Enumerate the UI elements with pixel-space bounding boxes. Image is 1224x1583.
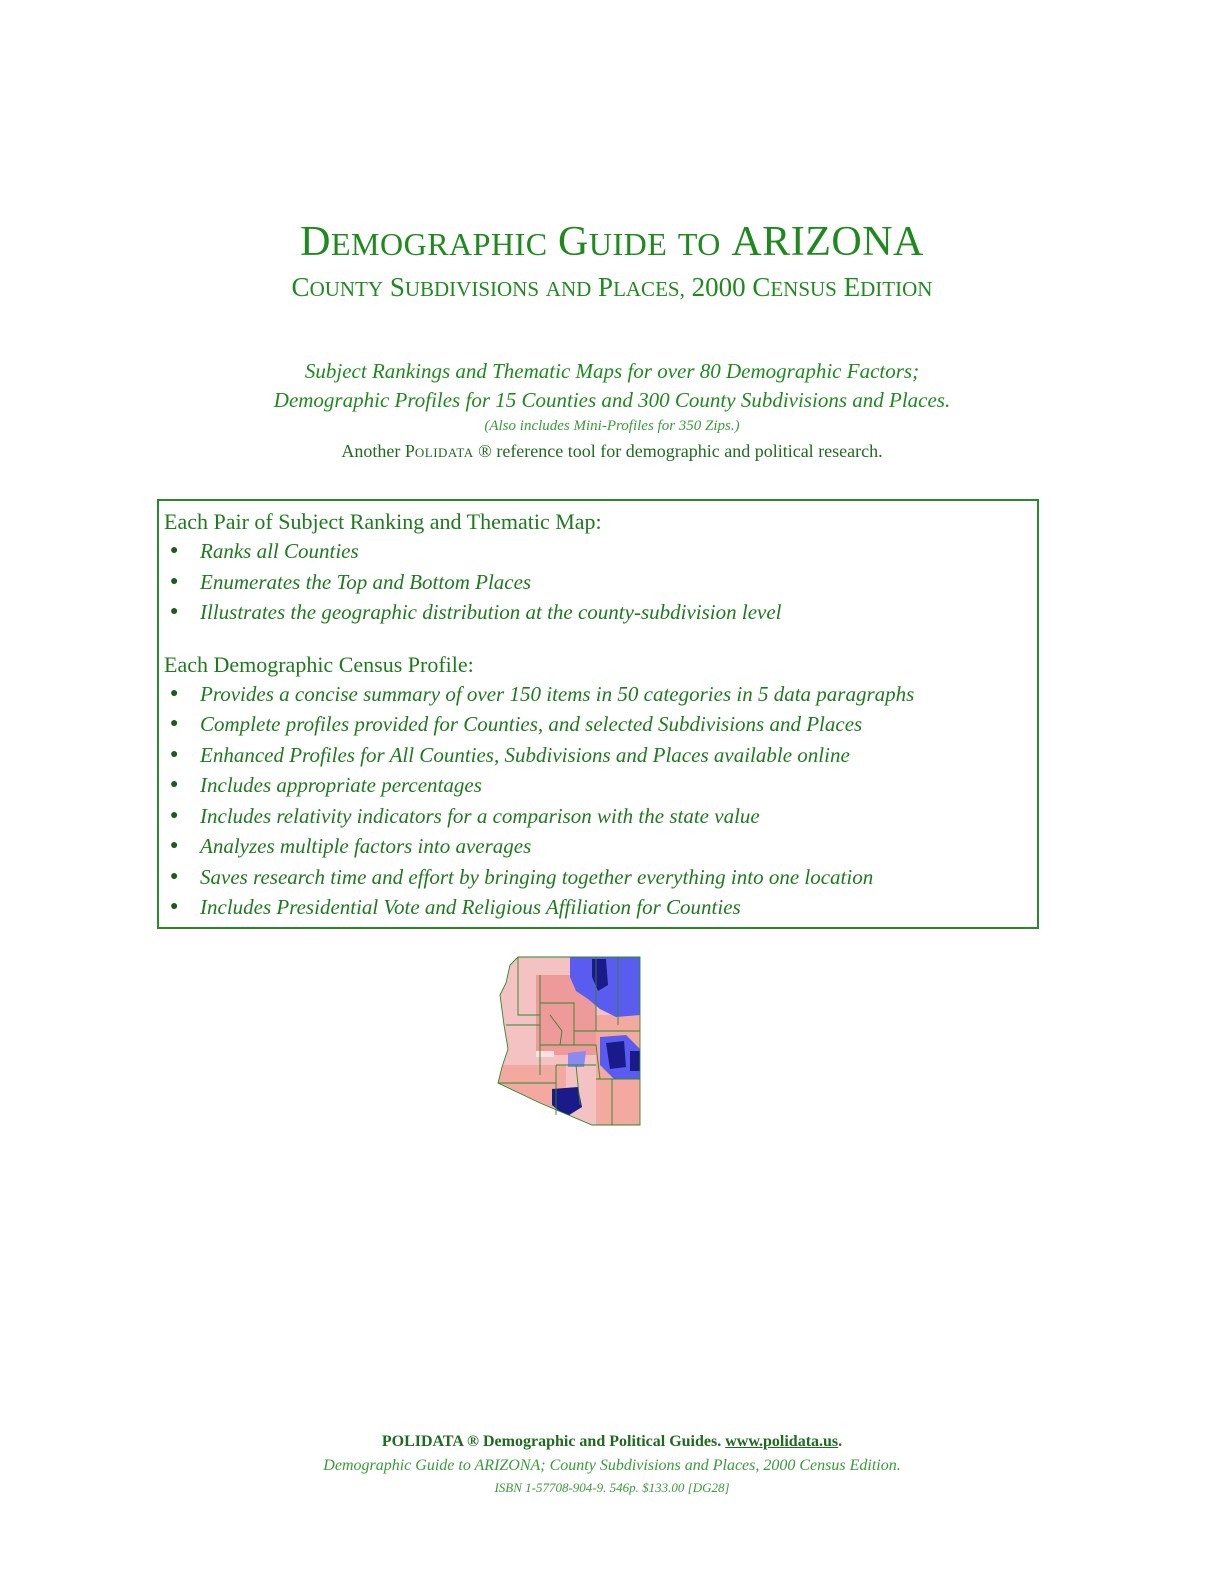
list-item: ● Enhanced Profiles for All Counties, Subdivisions and Places available online bbox=[164, 740, 1037, 771]
title-emographic: EMOGRAPHIC bbox=[330, 226, 548, 262]
footer-line-1 bbox=[0, 1430, 1224, 1454]
title-uide: UIDE bbox=[588, 226, 668, 262]
section2-list bbox=[164, 679, 1037, 923]
another-sc: OLIDATA bbox=[414, 445, 474, 460]
map-region-navy bbox=[630, 1051, 640, 1071]
sub-year: 2000 bbox=[691, 272, 746, 302]
description-line-2: Demographic Profiles for 15 Counties and 300 County Subdivisions and Places. bbox=[273, 388, 951, 412]
bullet-icon: ● bbox=[170, 838, 179, 853]
title-arizona: ARIZONA bbox=[731, 219, 924, 265]
list-item: ● Includes appropriate percentages bbox=[164, 770, 1037, 801]
sub-and: AND bbox=[545, 277, 592, 301]
description-line-1: Subject Rankings and Thematic Maps for over 80 Demographic Factors; bbox=[304, 359, 920, 383]
bullet-icon: ● bbox=[170, 573, 179, 589]
description-note: (Also includes Mini-Profiles for 350 Zips.) bbox=[484, 418, 740, 434]
bullet-icon: ● bbox=[170, 604, 179, 619]
page-title bbox=[0, 218, 1224, 266]
section1-heading: Each Pair of Subject Ranking and Thematic Map: bbox=[164, 509, 602, 534]
description-another bbox=[0, 437, 1224, 467]
title-g: G bbox=[558, 219, 589, 265]
arizona-thematic-map bbox=[496, 955, 644, 1127]
list-item: ● Provides a concise summary of over 150 items in 50 categories in 5 data paragraphs bbox=[164, 679, 1037, 710]
another-pre: Another P bbox=[341, 441, 415, 461]
footer-line-2: Demographic Guide to ARIZONA; County Subdivisions and Places, 2000 Census Edition. bbox=[323, 1457, 901, 1474]
sub-p: P bbox=[598, 272, 614, 302]
list-item: ● Analyzes multiple factors into averages bbox=[164, 831, 1037, 862]
list-item: ● Enumerates the Top and Bottom Places bbox=[164, 567, 1037, 598]
footer-publisher: POLIDATA ® Demographic and Political Guides. bbox=[381, 1433, 726, 1450]
sub-laces: LACES, bbox=[613, 277, 685, 301]
sub-ubdivisions: UBDIVISIONS bbox=[404, 277, 540, 301]
list-item: ● Illustrates the geographic distribution at the county-subdivision level bbox=[164, 597, 1037, 628]
sub-ensus: ENSUS bbox=[770, 277, 837, 301]
bullet-icon: ● bbox=[170, 685, 179, 701]
map-region bbox=[536, 1051, 554, 1057]
list-item: ● Includes relativity indicators for a comparison with the state value bbox=[164, 801, 1037, 832]
page-subtitle bbox=[0, 272, 1224, 303]
footer-period: . bbox=[838, 1433, 843, 1450]
list-item: ● Includes Presidential Vote and Religious Affiliation for Counties bbox=[164, 892, 1037, 923]
description-block bbox=[0, 357, 1224, 467]
sub-ounty: OUNTY bbox=[309, 277, 384, 301]
section2-heading: Each Demographic Census Profile: bbox=[164, 651, 474, 677]
footer-website-link[interactable]: www.polidata.us bbox=[725, 1433, 839, 1450]
list-item: ● Complete profiles provided for Counties, and selected Subdivisions and Places bbox=[164, 709, 1037, 740]
sub-e: E bbox=[843, 272, 861, 302]
bullet-icon: ● bbox=[170, 543, 179, 558]
bullet-icon: ● bbox=[170, 716, 179, 731]
sub-dition: DITION bbox=[860, 277, 933, 301]
footer bbox=[0, 1430, 1224, 1498]
list-item: ● Ranks all Counties bbox=[164, 536, 1037, 567]
sub-c2: C bbox=[752, 272, 771, 302]
bullet-icon: ● bbox=[170, 746, 179, 762]
sub-s: S bbox=[389, 272, 405, 302]
another-post: ® reference tool for demographic and political research. bbox=[473, 441, 883, 461]
title-to: TO bbox=[677, 226, 721, 262]
bullet-icon: ● bbox=[170, 868, 179, 884]
sub-c: C bbox=[291, 272, 310, 302]
bullet-icon: ● bbox=[170, 899, 179, 914]
title-d: D bbox=[300, 219, 331, 265]
features-box bbox=[157, 499, 1039, 929]
section1-list bbox=[164, 536, 1037, 628]
list-item: ● Saves research time and effort by bringing together everything into one location bbox=[164, 862, 1037, 893]
bullet-icon: ● bbox=[170, 807, 179, 823]
bullet-icon: ● bbox=[170, 777, 179, 792]
footer-isbn: ISBN 1-57708-904-9. 546p. $133.00 [DG28] bbox=[494, 1480, 730, 1495]
